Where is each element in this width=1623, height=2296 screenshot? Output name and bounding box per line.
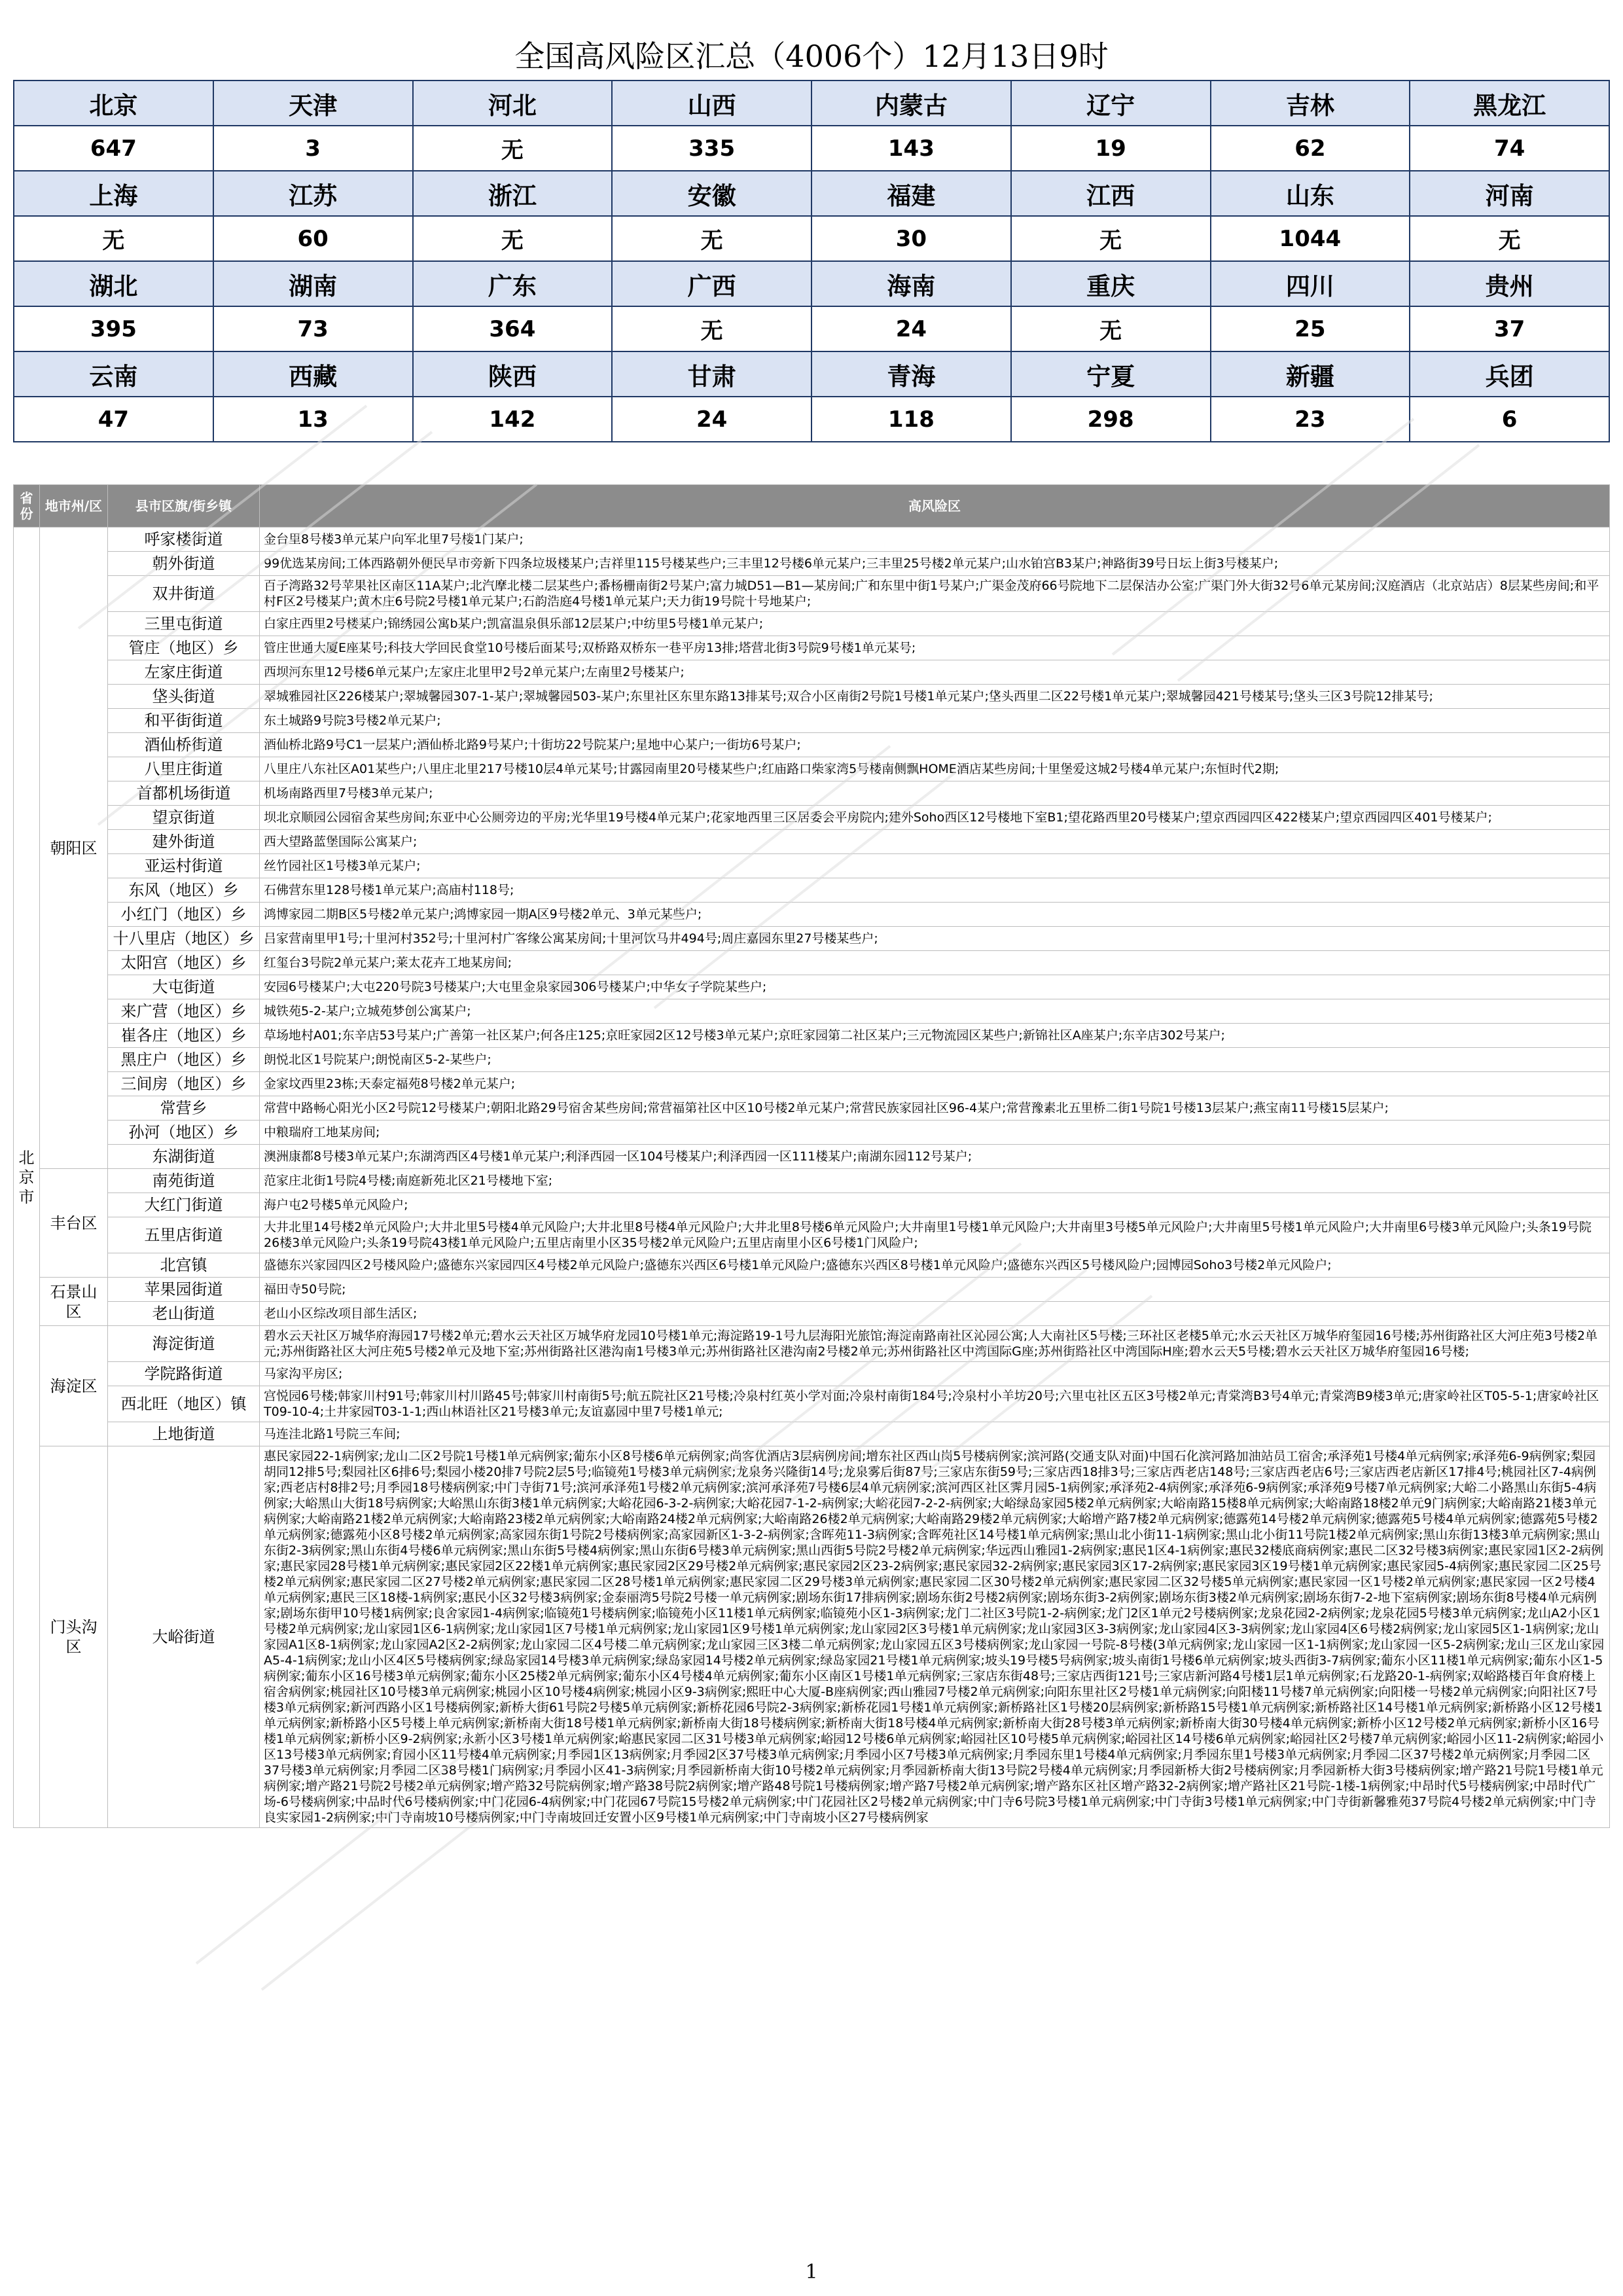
street-cell: 黑庄户（地区）乡 (108, 1048, 260, 1072)
risk-area-cell: 范家庄北街1号院4号楼;南庭新苑北区21号楼地下室; (260, 1169, 1610, 1193)
street-cell: 南苑街道 (108, 1169, 260, 1193)
table-row (14, 1096, 1610, 1121)
summary-province-name: 江苏 (213, 171, 413, 216)
district-cell: 海淀区 (40, 1326, 108, 1446)
risk-area-cell: 东土城路9号院3号楼2单元某户; (260, 709, 1610, 733)
table-row (14, 1386, 1610, 1422)
street-cell: 双井街道 (108, 576, 260, 612)
risk-area-cell: 朗悦北区1号院某户;朗悦南区5-2-某些户; (260, 1048, 1610, 1072)
table-row (14, 1422, 1610, 1446)
street-cell: 苹果园街道 (108, 1278, 260, 1302)
summary-province-name: 湖南 (213, 261, 413, 306)
summary-count-row (14, 216, 1609, 261)
summary-province-count: 30 (812, 216, 1011, 261)
risk-area-cell: 白家庄西里2号楼某户;锦绣园公寓b某户;凯富温泉俱乐部12层某户;中纺里5号楼1单元某户; (260, 612, 1610, 636)
header-city: 地市州/区 (40, 485, 108, 528)
summary-province-name: 重庆 (1011, 261, 1211, 306)
summary-province-count: 298 (1011, 397, 1211, 442)
street-cell: 来广营（地区）乡 (108, 999, 260, 1024)
summary-province-count: 无 (413, 216, 613, 261)
street-cell: 小红门（地区）乡 (108, 903, 260, 927)
risk-area-cell: 惠民家园22-1病例家;龙山二区2号院1号楼1单元病例家;葡东小区8号楼6单元病例家;尚客优酒店3层病例房间;增东社区西山岗5号楼病例家;滨河路(交通支队对面)中国石化滨河路加油站员工宿舍;承泽苑1号楼4单元病例家;承泽苑6-9病例家;梨园胡同12排5号;梨园社区6排6号;梨园小楼20排7号院2层5号;临镜苑1号楼3单元病例家;龙泉务兴隆街14号;龙泉雾后街87号;三家店东街59号;三家店西18排3号;三家店西老店148号;三家店西老店6号;三家店西老店新区17排4号;桃园社区7-4病例家;西老店村8排2号;月季园18号楼病例家;中门寺街71号;滨河承泽苑1号楼2单元病例家;滨河承泽苑7号楼6层4单元病例家;滨河西区社区霁月园5-1病例家;承泽苑2-4病例家;承泽苑6-9病例家;承泽苑9号楼7单元病例家;大峪二小路黑山东街5-4病例家;大峪黑山大街18号病例家;大峪黑山东街3楼1单元病例家;大峪花园6-3-2-病例家;大峪花园7-1-2-病例家;大峪花园7-2-2-病例家;大峪绿岛家园5楼2单元病例家;大峪南路15楼8单元病例家;大峪南路18楼2单元9门病例家;大峪南路21楼3单元病例家;大峪南路21楼2单元病例家;大峪南路23楼2单元病例家;大峪南路24楼2单元病例家;大峪南路26楼2单元病例家;大峪南路29楼2单元病例家;大峪增产路7楼2单元病例家;德露苑14号楼2单元病例家;德露苑5号楼4单元病例家;德露苑5号楼2单元病例家;德露苑小区8号楼2单元病例家;高家园东街1号院2号楼病例家;高家园新区1-3-2-病例家;含晖苑11-3病例家;含晖苑社区14号楼1单元病例家;黑山北小街11-1病例家;黑山北小街11号院1楼2单元病例家;黑山东街13楼3单元病例家;黑山东街2-3病例家;黑山东街4号楼6单元病例家;黑山东街5号楼4病例家;黑山东街6号楼3单元病例家;黑山西街5号院2号楼2单元病例家;华远西山雅园1-2病例家;惠民1区4-1病例家;惠民32楼底商病例家;惠民二区32号楼3病例家;惠民家园1区2-2病例家;惠民家园28号楼1单元病例家;惠民家园2区22楼1单元病例家;惠民家园2区29号楼2单元病例家;惠民家园2区23-2病例家;惠民家园32-2病例家;惠民家园3区17-2病例家;惠民家园3区19号楼1单元病例家;惠民家园5-4病例家;惠民家园二区25号楼2单元病例家;惠民家园二区27号楼2单元病例家;惠民家园二区28号楼1单元病例家;惠民家园二区29号楼3单元病例家;惠民家园二区30号楼2单元病例家;惠民家园二区32号楼5单元病例家;惠民家园一区1号楼2单元病例家;惠民家园一区2号楼4单元病例家;惠民三区18楼-1病例家;惠民小区32号楼3病例家;金泰丽湾5号院2号楼一单元病例家;剧场东街17排病例家;剧场东街2号楼2病例家;剧场东街3-2病例家;剧场东街3楼2单元病例家;剧场东街7-2-地下室病例家;剧场东街8号楼4单元病例家;剧场东街甲10号楼1病例家;良舍家园1-4病例家;临镜苑1号楼病例家;临镜苑小区11楼1单元病例家;临镜苑小区1-3病例家;龙门二社区3号院1-2-病例家;龙门2区1单元2号楼病例家;龙泉花园2-2病例家;龙泉花园5号楼3单元病例家;龙山A2小区1号楼2单元病例家;龙山家园1区6-1病例家;龙山家园1区7号楼1单元病例家;龙山家园1区9号楼1单元病例家;龙山家园2区3号楼1单元病例家;龙山家园3区3-3病例家;龙山家园4区3-3病例家;龙山家园4区6号楼2病例家;龙山家园5区1-1病例家;龙山家园A1区8-1病例家;龙山家园A2区2-2病例家;龙山家园二区4号楼二单元病例家;龙山家园三区3楼二单元病例家;龙山家园五区3号楼病例家;龙山家园一号院-8号楼(3单元病例家;龙山家园一区1-1病例家;龙山家园一区5-2病例家;龙山三区龙山家园A5-4-1病例家;龙山小区4区5号楼病例家;绿岛家园14号楼3单元病例家;绿岛家园14号楼2单元病例家;绿岛家园21号楼1单元病例家;坡头19号楼5号病例家;坡头南街1号楼6单元病例家;坡头西街3-7病例家;葡东小区11楼1单元病例家;葡东小区1-5病例家;葡东小区16号楼3单元病例家;葡东小区25楼2单元病例家;葡东小区4号楼4单元病例家;葡东小区南区1号楼1单元病例家;三家店东街48号;三家店西街121号;三家店新河路4号楼1层1单元病例家;石龙路20-1-病例家;双峪路楼百年食府楼上宿舍病例家;桃园社区10号楼3单元病例家;桃园小区10号楼4病例家;桃园小区9-3病例家;熙旺中心大厦-B座病例家;西山雅园7号楼2单元病例家;向阳东里社区2号楼1单元病例家;向阳楼11号楼7单元病例家;向阳楼一号楼2单元病例家;向阳社区7号楼3单元病例家;新河西路小区1号楼病例家;新桥大街61号院2号楼5单元病例家;新桥花园6号院2-3病例家;新桥花园1号楼1单元病例家;新桥路社区1号楼20层病例家;新桥路15号楼1单元病例家;新桥路社区14号楼1单元病例家;新桥路小区12号楼1单元病例家;新桥路小区5号楼上单元病例家;新桥南大街18号楼1单元病例家;新桥南大街18号楼病例家;新桥南大街18号楼4单元病例家;新桥南大街28号楼3单元病例家;新桥南大街30号楼4单元病例家;新桥小区12号楼2单元病例家;新桥小区16号楼1单元病例家;新桥小区9-2病例家;永新小区3号楼1单元病例家;峪惠民家园二区31号楼3单元病例家;峪园12号楼6单元病例家;峪园社区10号楼5单元病例家;峪园社区14号楼6单元病例家;峪园社区2号楼7单元病例家;峪园小区11-2病例家;峪园小区13号楼3单元病例家;育园小区11号楼4单元病例家;月季园1区13病例家;月季园2区37号楼3单元病例家;月季园小区7号楼3单元病例家;月季园东里1号楼4单元病例家;月季园东里1号楼3单元病例家;月季园二区37号楼2单元病例家;月季园二区37号楼3单元病例家;月季园二区38号楼1门病例家;月季园小区41-3病例家;月季园新桥南大街10号楼2单元病例家;月季园新桥南大街13号院2号楼4单元病例家;月季园新桥大街2号楼病例家;月季园新桥大街3号楼病例家;增产路21号院1号楼1单元病例家;增产路21号院2号楼2单元病例家;增产路32号院病例家;增产路38号院2病例家;增产路48号院1号楼病例家;增产路7号楼2单元病例家;增产路东区社区增产路32-2病例家;增产路社区21号院-1楼-1病例家;中昂时代5号楼病例家;中昂时代广场-6号楼病例家;中品时代6号楼病例家;中门花园6-4病例家;中门花园67号院15号楼2单元病例家;中门花园社区2号楼2单元病例家;中门寺6号院3号楼1单元病例家;中门寺街3号楼1单元病例家;中门寺街新馨雅苑37号院4号楼2单元病例家;中门寺良实家园1-2病例家;中门寺南坡10号楼病例家;中门寺南坡回迁安置小区9号楼1单元病例家;中门寺南坡小区27号楼病例家 (260, 1446, 1610, 1828)
table-row (14, 1326, 1610, 1362)
summary-province-count: 62 (1211, 126, 1410, 171)
summary-province-name: 福建 (812, 171, 1011, 216)
street-cell: 十八里店（地区）乡 (108, 927, 260, 951)
summary-province-name: 兵团 (1410, 351, 1609, 397)
street-cell: 上地街道 (108, 1422, 260, 1446)
summary-province-count: 无 (1011, 216, 1211, 261)
table-row (14, 636, 1610, 660)
table-row (14, 1024, 1610, 1048)
street-cell: 管庄（地区）乡 (108, 636, 260, 660)
table-row (14, 927, 1610, 951)
summary-province-name: 吉林 (1211, 81, 1410, 126)
summary-province-name: 广西 (612, 261, 812, 306)
summary-province-count: 47 (14, 397, 213, 442)
page-title: 全国高风险区汇总（4006个）12月13日9时 (514, 39, 1109, 74)
summary-province-count: 73 (213, 306, 413, 351)
summary-province-row (14, 261, 1609, 306)
summary-province-count: 647 (14, 126, 213, 171)
risk-area-cell: 百子湾路32号苹果社区南区11A某户;北汽摩北楼二层某些户;番杨栅南街2号某户;富力城D51—B1—某房间;广和东里中街1号某户;广渠金茂府66号院地下二层保洁办公室;广渠门外大街32号6单元某房间;汉庭酒店（北京站店）8层某些房间;和平村F区2号楼某户;黄木庄6号院2号楼1单元某户;石韵浩庭4号楼1单元某户;天力街19号院十号地某户; (260, 576, 1610, 612)
street-cell: 太阳宫（地区）乡 (108, 951, 260, 975)
risk-area-cell: 草场地村A01;东辛店53号某户;广善第一社区某户;何各庄125;京旺家园2区12号楼3单元某户;京旺家园第二社区某户;三元物流园区某些户;新锦社区A座某户;东辛店302号某户; (260, 1024, 1610, 1048)
summary-province-name: 安徽 (612, 171, 812, 216)
risk-area-cell: 老山小区综改项目部生活区; (260, 1302, 1610, 1326)
table-row (14, 806, 1610, 830)
table-row (14, 903, 1610, 927)
table-row (14, 781, 1610, 806)
summary-province-count: 142 (413, 397, 613, 442)
risk-area-cell: 管庄世通大厦E座某号;科技大学回民食堂10号楼后面某号;双桥路双桥东一巷平房13排;塔营北街3号院9号楼1单元某号; (260, 636, 1610, 660)
table-row (14, 576, 1610, 612)
summary-province-count: 3 (213, 126, 413, 171)
risk-area-cell: 盛德东兴家园四区2号楼风险户;盛德东兴家园四区4号楼2单元风险户;盛德东兴西区6号楼1单元风险户;盛德东兴西区8号楼1单元风险户;盛德东兴西区5号楼风险户;园博园Soho3号楼2单元风险户; (260, 1253, 1610, 1278)
summary-province-name: 海南 (812, 261, 1011, 306)
table-row (14, 1145, 1610, 1169)
risk-area-cell: 石佛营东里128号楼1单元某户;高庙村118号; (260, 878, 1610, 903)
table-row (14, 685, 1610, 709)
table-header-row (14, 485, 1610, 528)
summary-province-name: 黑龙江 (1410, 81, 1609, 126)
summary-province-name: 湖北 (14, 261, 213, 306)
page-number: 1 (805, 2261, 818, 2284)
summary-province-name: 陕西 (413, 351, 613, 397)
table-row (14, 552, 1610, 576)
street-cell: 亚运村街道 (108, 854, 260, 878)
street-cell: 八里庄街道 (108, 757, 260, 781)
street-cell: 孙河（地区）乡 (108, 1121, 260, 1145)
summary-province-name: 浙江 (413, 171, 613, 216)
province-cell: 北京市 (14, 528, 40, 1828)
table-row (14, 1169, 1610, 1193)
table-row (14, 733, 1610, 757)
street-cell: 垡头街道 (108, 685, 260, 709)
risk-area-cell: 酒仙桥北路9号C1一层某户;酒仙桥北路9号某户;十街坊22号院某户;星地中心某户;一街坊6号某户; (260, 733, 1610, 757)
street-cell: 北宫镇 (108, 1253, 260, 1278)
risk-area-cell: 99优选某房间;工体西路朝外便民早市旁新下四条垃圾楼某户;吉祥里115号楼某些户;三丰里12号楼6单元某户;三丰里25号楼2单元某户;山水铂宫B3某户;神路街39号日坛上街3号楼某户; (260, 552, 1610, 576)
risk-area-cell: 宫悦园6号楼;韩家川村91号;韩家川村川路45号;韩家川村南街5号;航五院社区21号楼;冷泉村红英小学对面;冷泉村南街184号;冷泉村小羊坊20号;六里屯社区五区3号楼2单元;青棠湾B3号4单元;青棠湾B9楼3单元;唐家岭社区T05-5-1;唐家岭社区T09-10-4;土井家园T03-1-1;西山林语社区21号楼3单元;友谊嘉园中里7号楼1单元; (260, 1386, 1610, 1422)
street-cell: 和平街街道 (108, 709, 260, 733)
summary-province-row (14, 351, 1609, 397)
street-cell: 大红门街道 (108, 1193, 260, 1217)
table-row (14, 1302, 1610, 1326)
street-cell: 酒仙桥街道 (108, 733, 260, 757)
risk-area-cell: 坝北京顺园公园宿舍某些房间;东亚中心公厕旁边的平房;光华里19号楼4单元某户;花家地西里三区居委会平房院内;建外Soho西区12号楼地下室B1;望花路西里20号楼某户;望京西园四区422楼某户;望京西园四区401号楼某户; (260, 806, 1610, 830)
summary-province-count: 19 (1011, 126, 1211, 171)
street-cell: 朝外街道 (108, 552, 260, 576)
summary-province-count: 6 (1410, 397, 1609, 442)
summary-province-name: 上海 (14, 171, 213, 216)
risk-area-cell: 丝竹园社区1号楼3单元某户; (260, 854, 1610, 878)
table-row (14, 951, 1610, 975)
summary-province-name: 辽宁 (1011, 81, 1211, 126)
table-row (14, 1193, 1610, 1217)
risk-area-cell: 翠城雅园社区226楼某户;翠城馨园307-1-某户;翠城馨园503-某户;东里社区东里东路13排某号;双合小区南街2号院1号楼1单元某户;垡头西里二区22号楼1单元某户;翠城馨园421号楼某号;垡头三区3号院12排某号; (260, 685, 1610, 709)
summary-province-count: 395 (14, 306, 213, 351)
summary-province-name: 四川 (1211, 261, 1410, 306)
table-row (14, 709, 1610, 733)
street-cell: 常营乡 (108, 1096, 260, 1121)
street-cell: 海淀街道 (108, 1326, 260, 1362)
street-cell: 首都机场街道 (108, 781, 260, 806)
risk-area-cell: 金家坟西里23栋;天泰定福苑8号楼2单元某户; (260, 1072, 1610, 1096)
street-cell: 学院路街道 (108, 1362, 260, 1386)
risk-area-cell: 福田寺50号院; (260, 1278, 1610, 1302)
summary-province-count: 无 (1410, 216, 1609, 261)
summary-province-row (14, 171, 1609, 216)
district-cell: 门头沟区 (40, 1446, 108, 1828)
summary-province-name: 青海 (812, 351, 1011, 397)
street-cell: 东湖街道 (108, 1145, 260, 1169)
street-cell: 望京街道 (108, 806, 260, 830)
street-cell: 五里店街道 (108, 1217, 260, 1253)
table-row (14, 1253, 1610, 1278)
header-street: 县市区旗/街乡镇 (108, 485, 260, 528)
risk-area-cell: 吕家营南里甲1号;十里河村352号;十里河村广客缘公寓某房间;十里河饮马井494号;周庄嘉园东里27号楼某些户; (260, 927, 1610, 951)
summary-province-count: 无 (413, 126, 613, 171)
district-cell: 朝阳区 (40, 528, 108, 1169)
summary-province-row (14, 81, 1609, 126)
table-row (14, 528, 1610, 552)
summary-count-row (14, 397, 1609, 442)
risk-area-cell: 中粮瑞府工地某房间; (260, 1121, 1610, 1145)
street-cell: 三间房（地区）乡 (108, 1072, 260, 1096)
street-cell: 建外街道 (108, 830, 260, 854)
street-cell: 老山街道 (108, 1302, 260, 1326)
risk-area-cell: 城铁苑5-2-某户;立城苑梦创公寓某户; (260, 999, 1610, 1024)
risk-area-cell: 碧水云天社区万城华府海园17号楼2单元;碧水云天社区万城华府龙园10号楼1单元;海淀路19-1号九层海阳光旅馆;海淀南路南社区沁园公寓;人大南社区5号楼;三环社区老楼5单元;水云天社区万城华府玺园16号楼;苏州街路社区大河庄苑3号楼2单元;苏州街路社区大河庄苑5号楼2单元及地下室;苏州街路社区港沟南1号楼3单元;苏州街路社区港沟南2号楼2单元;苏州街路社区中湾国际G座;苏州街路社区中湾国际H座;碧水云天5号楼;碧水云天社区万城华府玺园16号楼; (260, 1326, 1610, 1362)
table-row (14, 975, 1610, 999)
table-row (14, 830, 1610, 854)
summary-province-count: 143 (812, 126, 1011, 171)
summary-province-name: 北京 (14, 81, 213, 126)
header-province: 省份 (14, 485, 40, 528)
table-row (14, 1278, 1610, 1302)
summary-province-name: 河北 (413, 81, 613, 126)
summary-province-count: 1044 (1211, 216, 1410, 261)
table-row (14, 1446, 1610, 1828)
risk-area-cell: 西大望路蓝堡国际公寓某户; (260, 830, 1610, 854)
summary-province-name: 江西 (1011, 171, 1211, 216)
summary-province-name: 河南 (1410, 171, 1609, 216)
summary-province-count: 37 (1410, 306, 1609, 351)
district-cell: 丰台区 (40, 1169, 108, 1278)
table-row (14, 1217, 1610, 1253)
summary-province-count: 74 (1410, 126, 1609, 171)
district-cell: 石景山区 (40, 1278, 108, 1326)
risk-area-cell: 安园6号楼某户;大屯220号院3号楼某户;大屯里金泉家园306号楼某户;中华女子学院某些户; (260, 975, 1610, 999)
risk-area-cell: 鸿博家园二期B区5号楼2单元某户;鸿博家园一期A区9号楼2单元、3单元某些户; (260, 903, 1610, 927)
street-cell: 西北旺（地区）镇 (108, 1386, 260, 1422)
risk-area-cell: 西坝河东里12号楼6单元某户;左家庄北里甲2号2单元某户;左南里2号楼某户; (260, 660, 1610, 685)
summary-province-name: 山西 (612, 81, 812, 126)
summary-province-name: 甘肃 (612, 351, 812, 397)
street-cell: 大屯街道 (108, 975, 260, 999)
summary-province-count: 24 (812, 306, 1011, 351)
street-cell: 东风（地区）乡 (108, 878, 260, 903)
street-cell: 三里屯街道 (108, 612, 260, 636)
summary-province-count: 25 (1211, 306, 1410, 351)
summary-province-name: 宁夏 (1011, 351, 1211, 397)
table-row (14, 757, 1610, 781)
risk-area-cell: 红玺台3号院2单元某户;莱太花卉工地某房间; (260, 951, 1610, 975)
risk-area-cell: 八里庄八东社区A01某些户;八里庄北里217号楼10层4单元某号;甘露园南里20号楼某些户;红庙路口柴家湾5号楼南侧飘HOME酒店某些房间;十里堡爱这城2号楼4单元某户;东恒时代2期; (260, 757, 1610, 781)
summary-province-count: 118 (812, 397, 1011, 442)
summary-province-count: 无 (14, 216, 213, 261)
province-summary-table (13, 80, 1610, 442)
summary-province-count: 无 (612, 306, 812, 351)
summary-province-count: 60 (213, 216, 413, 261)
summary-province-count: 无 (1011, 306, 1211, 351)
risk-area-cell: 大井北里14号楼2单元风险户;大井北里5号楼4单元风险户;大井北里8号楼4单元风险户;大井北里8号楼6单元风险户;大井南里1号楼1单元风险户;大井南里3号楼5单元风险户;大井南里5号楼1单元风险户;大井南里6号楼3单元风险户;头条19号院26楼3单元风险户;头条19号院43楼1单元风险户;五里店南里小区35号楼2单元风险户;五里店南里小区6号楼1门风险户; (260, 1217, 1610, 1253)
summary-province-name: 山东 (1211, 171, 1410, 216)
summary-province-count: 364 (413, 306, 613, 351)
summary-count-row (14, 306, 1609, 351)
table-row (14, 1048, 1610, 1072)
risk-area-table (13, 484, 1610, 1828)
table-row (14, 1072, 1610, 1096)
summary-province-name: 内蒙古 (812, 81, 1011, 126)
risk-area-cell: 澳洲康都8号楼3单元某户;东湖湾西区4号楼1单元某户;利泽西园一区104号楼某户;利泽西园一区111楼某户;南湖东园112号某户; (260, 1145, 1610, 1169)
summary-province-name: 云南 (14, 351, 213, 397)
summary-province-count: 13 (213, 397, 413, 442)
summary-province-count: 23 (1211, 397, 1410, 442)
table-row (14, 854, 1610, 878)
table-row (14, 660, 1610, 685)
risk-area-cell: 常营中路畅心阳光小区2号院12号楼某户;朝阳北路29号宿舍某些房间;常营福第社区中区10号楼2单元某户;常营民族家园社区96-4某户;常营豫素北五里桥二街1号院1号楼13层某户;燕宝南11号楼15层某户; (260, 1096, 1610, 1121)
risk-area-cell: 马家沟平房区; (260, 1362, 1610, 1386)
summary-province-count: 24 (612, 397, 812, 442)
street-cell: 左家庄街道 (108, 660, 260, 685)
risk-area-cell: 机场南路西里7号楼3单元某户; (260, 781, 1610, 806)
street-cell: 大峪街道 (108, 1446, 260, 1828)
summary-province-name: 广东 (413, 261, 613, 306)
summary-province-name: 新疆 (1211, 351, 1410, 397)
summary-province-name: 天津 (213, 81, 413, 126)
summary-count-row (14, 126, 1609, 171)
risk-area-cell: 马连洼北路1号院三车间; (260, 1422, 1610, 1446)
street-cell: 呼家楼街道 (108, 528, 260, 552)
risk-area-cell: 海户屯2号楼5单元风险户; (260, 1193, 1610, 1217)
street-cell: 崔各庄（地区）乡 (108, 1024, 260, 1048)
risk-area-cell: 金台里8号楼3单元某户向军北里7号楼1门某户; (260, 528, 1610, 552)
summary-province-count: 无 (612, 216, 812, 261)
table-row (14, 999, 1610, 1024)
summary-province-name: 贵州 (1410, 261, 1609, 306)
summary-province-name: 西藏 (213, 351, 413, 397)
table-row (14, 612, 1610, 636)
table-row (14, 1362, 1610, 1386)
header-area: 高风险区 (260, 485, 1610, 528)
table-row (14, 878, 1610, 903)
summary-province-count: 335 (612, 126, 812, 171)
table-row (14, 1121, 1610, 1145)
